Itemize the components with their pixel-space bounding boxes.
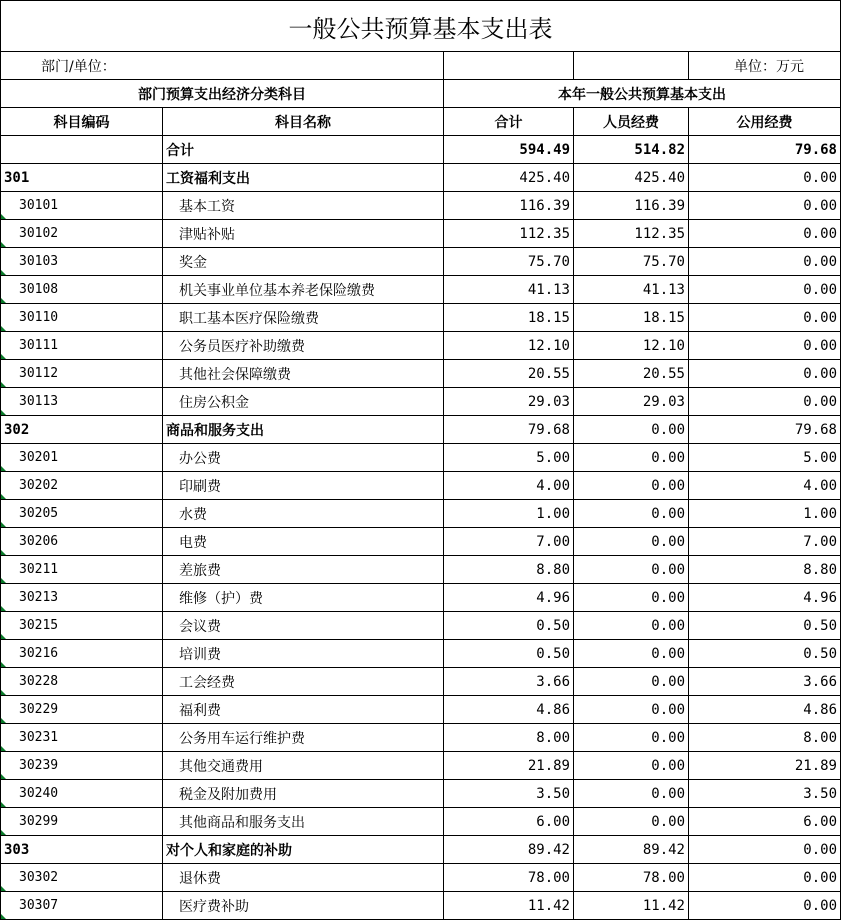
cell-code: 301	[1, 164, 163, 192]
cell-name: 电费	[163, 528, 444, 556]
cell-name: 机关事业单位基本养老保险缴费	[163, 276, 444, 304]
table-row	[1, 640, 841, 668]
cell-total: 12.10	[444, 332, 574, 360]
cell-name: 差旅费	[163, 556, 444, 584]
cell-code: 30213	[1, 584, 163, 612]
cell-personnel: 0.00	[574, 808, 689, 836]
category-row	[1, 416, 841, 444]
cell-name: 公务员医疗补助缴费	[163, 332, 444, 360]
header-public: 公用经费	[689, 108, 841, 136]
cell-public: 0.50	[689, 640, 841, 668]
cell-name: 住房公积金	[163, 388, 444, 416]
meta-blank-cell	[444, 52, 574, 80]
cell-personnel: 0.00	[574, 780, 689, 808]
cell-personnel: 29.03	[574, 388, 689, 416]
cell-total: 20.55	[444, 360, 574, 388]
cell-name: 其他交通费用	[163, 752, 444, 780]
cell-name: 奖金	[163, 248, 444, 276]
cell-public: 3.50	[689, 780, 841, 808]
cell-total: 425.40	[444, 164, 574, 192]
meta-blank-cell	[574, 52, 689, 80]
cell-name: 职工基本医疗保险缴费	[163, 304, 444, 332]
cell-total: 29.03	[444, 388, 574, 416]
cell-code: 30201	[1, 444, 163, 472]
cell-total: 8.80	[444, 556, 574, 584]
table-title: 一般公共预算基本支出表	[1, 1, 841, 52]
unit-label: 单位：万元	[689, 52, 841, 80]
cell-public: 0.50	[689, 612, 841, 640]
cell-total: 3.66	[444, 668, 574, 696]
cell-code: 30206	[1, 528, 163, 556]
header-code: 科目编码	[1, 108, 163, 136]
cell-code: 30307	[1, 892, 163, 920]
cell-personnel: 0.00	[574, 528, 689, 556]
cell-name: 印刷费	[163, 472, 444, 500]
cell-name: 水费	[163, 500, 444, 528]
table-row	[1, 220, 841, 248]
cell-code: 302	[1, 416, 163, 444]
cell-name: 医疗费补助	[163, 892, 444, 920]
cell-total: 1.00	[444, 500, 574, 528]
cell-personnel: 41.13	[574, 276, 689, 304]
cell-total: 75.70	[444, 248, 574, 276]
cell-total: 79.68	[444, 416, 574, 444]
cell-total: 0.50	[444, 640, 574, 668]
cell-total: 18.15	[444, 304, 574, 332]
cell-total: 4.96	[444, 584, 574, 612]
cell-public: 0.00	[689, 164, 841, 192]
cell-public: 0.00	[689, 192, 841, 220]
cell-name: 维修（护）费	[163, 584, 444, 612]
table-row	[1, 864, 841, 892]
category-row	[1, 836, 841, 864]
cell-total: 4.00	[444, 472, 574, 500]
cell-public: 0.00	[689, 248, 841, 276]
cell-total: 89.42	[444, 836, 574, 864]
cell-personnel: 0.00	[574, 668, 689, 696]
header-total: 合计	[444, 108, 574, 136]
cell-code: 30211	[1, 556, 163, 584]
cell-personnel: 112.35	[574, 220, 689, 248]
cell-personnel: 0.00	[574, 752, 689, 780]
cell-name: 其他商品和服务支出	[163, 808, 444, 836]
cell-name: 基本工资	[163, 192, 444, 220]
cell-personnel: 11.42	[574, 892, 689, 920]
cell-name: 其他社会保障缴费	[163, 360, 444, 388]
table-row	[1, 276, 841, 304]
cell-name: 工资福利支出	[163, 164, 444, 192]
cell-personnel: 0.00	[574, 696, 689, 724]
cell-personnel: 78.00	[574, 864, 689, 892]
cell-total: 5.00	[444, 444, 574, 472]
cell-personnel: 425.40	[574, 164, 689, 192]
cell-code: 30205	[1, 500, 163, 528]
cell-public: 6.00	[689, 808, 841, 836]
cell-code: 30215	[1, 612, 163, 640]
cell-total: 7.00	[444, 528, 574, 556]
cell-public: 8.00	[689, 724, 841, 752]
table-row	[1, 612, 841, 640]
department-label: 部门/单位：	[1, 52, 444, 80]
cell-personnel: 89.42	[574, 836, 689, 864]
cell-public: 0.00	[689, 388, 841, 416]
cell-code: 303	[1, 836, 163, 864]
cell-public: 0.00	[689, 836, 841, 864]
cell-code: 30108	[1, 276, 163, 304]
cell-public: 0.00	[689, 864, 841, 892]
table-row	[1, 724, 841, 752]
cell-public: 0.00	[689, 360, 841, 388]
cell-total: 4.86	[444, 696, 574, 724]
table-row	[1, 304, 841, 332]
cell-total: 8.00	[444, 724, 574, 752]
cell-personnel: 20.55	[574, 360, 689, 388]
cell-total: 116.39	[444, 192, 574, 220]
cell-name: 商品和服务支出	[163, 416, 444, 444]
cell-name: 福利费	[163, 696, 444, 724]
header-group-expenditure: 本年一般公共预算基本支出	[444, 80, 841, 108]
cell-public: 79.68	[689, 416, 841, 444]
cell-name: 工会经费	[163, 668, 444, 696]
cell-name: 退休费	[163, 864, 444, 892]
cell-code: 30113	[1, 388, 163, 416]
category-row	[1, 164, 841, 192]
table-row	[1, 668, 841, 696]
table-row	[1, 808, 841, 836]
cell-code: 30231	[1, 724, 163, 752]
table-row	[1, 388, 841, 416]
cell-public: 21.89	[689, 752, 841, 780]
header-group-classification: 部门预算支出经济分类科目	[1, 80, 444, 108]
cell-personnel: 18.15	[574, 304, 689, 332]
cell-public: 4.00	[689, 472, 841, 500]
cell-personnel: 0.00	[574, 724, 689, 752]
table-row	[1, 192, 841, 220]
cell-code: 30302	[1, 864, 163, 892]
table-row	[1, 360, 841, 388]
cell-personnel: 0.00	[574, 500, 689, 528]
table-row	[1, 556, 841, 584]
cell-code	[1, 136, 163, 164]
cell-code: 30202	[1, 472, 163, 500]
cell-public: 0.00	[689, 304, 841, 332]
cell-code: 30216	[1, 640, 163, 668]
cell-personnel: 0.00	[574, 640, 689, 668]
cell-total: 78.00	[444, 864, 574, 892]
cell-code: 30299	[1, 808, 163, 836]
cell-personnel: 0.00	[574, 556, 689, 584]
cell-total: 41.13	[444, 276, 574, 304]
table-row	[1, 892, 841, 920]
cell-personnel: 0.00	[574, 444, 689, 472]
cell-name: 公务用车运行维护费	[163, 724, 444, 752]
cell-code: 30239	[1, 752, 163, 780]
cell-personnel: 75.70	[574, 248, 689, 276]
cell-code: 30228	[1, 668, 163, 696]
cell-code: 30112	[1, 360, 163, 388]
table-row	[1, 248, 841, 276]
cell-code: 30103	[1, 248, 163, 276]
cell-name: 津贴补贴	[163, 220, 444, 248]
cell-personnel: 116.39	[574, 192, 689, 220]
table-row	[1, 752, 841, 780]
table-row	[1, 528, 841, 556]
cell-name: 办公费	[163, 444, 444, 472]
cell-code: 30101	[1, 192, 163, 220]
cell-public: 4.86	[689, 696, 841, 724]
cell-personnel: 514.82	[574, 136, 689, 164]
cell-public: 3.66	[689, 668, 841, 696]
cell-public: 4.96	[689, 584, 841, 612]
cell-total: 594.49	[444, 136, 574, 164]
cell-personnel: 12.10	[574, 332, 689, 360]
cell-code: 30111	[1, 332, 163, 360]
table-row	[1, 444, 841, 472]
table-row	[1, 696, 841, 724]
header-name: 科目名称	[163, 108, 444, 136]
cell-code: 30229	[1, 696, 163, 724]
cell-code: 30110	[1, 304, 163, 332]
cell-public: 7.00	[689, 528, 841, 556]
cell-total: 0.50	[444, 612, 574, 640]
cell-total: 6.00	[444, 808, 574, 836]
cell-personnel: 0.00	[574, 612, 689, 640]
cell-public: 1.00	[689, 500, 841, 528]
cell-public: 0.00	[689, 276, 841, 304]
cell-personnel: 0.00	[574, 584, 689, 612]
cell-public: 5.00	[689, 444, 841, 472]
cell-code: 30102	[1, 220, 163, 248]
cell-public: 8.80	[689, 556, 841, 584]
table-row	[1, 500, 841, 528]
cell-name: 税金及附加费用	[163, 780, 444, 808]
cell-name: 培训费	[163, 640, 444, 668]
header-personnel: 人员经费	[574, 108, 689, 136]
cell-personnel: 0.00	[574, 472, 689, 500]
cell-total: 21.89	[444, 752, 574, 780]
total-row	[1, 136, 841, 164]
cell-name: 对个人和家庭的补助	[163, 836, 444, 864]
cell-total: 112.35	[444, 220, 574, 248]
cell-public: 0.00	[689, 892, 841, 920]
cell-public: 0.00	[689, 220, 841, 248]
cell-public: 79.68	[689, 136, 841, 164]
table-row	[1, 472, 841, 500]
cell-personnel: 0.00	[574, 416, 689, 444]
table-row	[1, 584, 841, 612]
cell-name: 会议费	[163, 612, 444, 640]
cell-public: 0.00	[689, 332, 841, 360]
cell-code: 30240	[1, 780, 163, 808]
cell-name: 合计	[163, 136, 444, 164]
table-row	[1, 780, 841, 808]
table-row	[1, 332, 841, 360]
cell-total: 3.50	[444, 780, 574, 808]
cell-total: 11.42	[444, 892, 574, 920]
